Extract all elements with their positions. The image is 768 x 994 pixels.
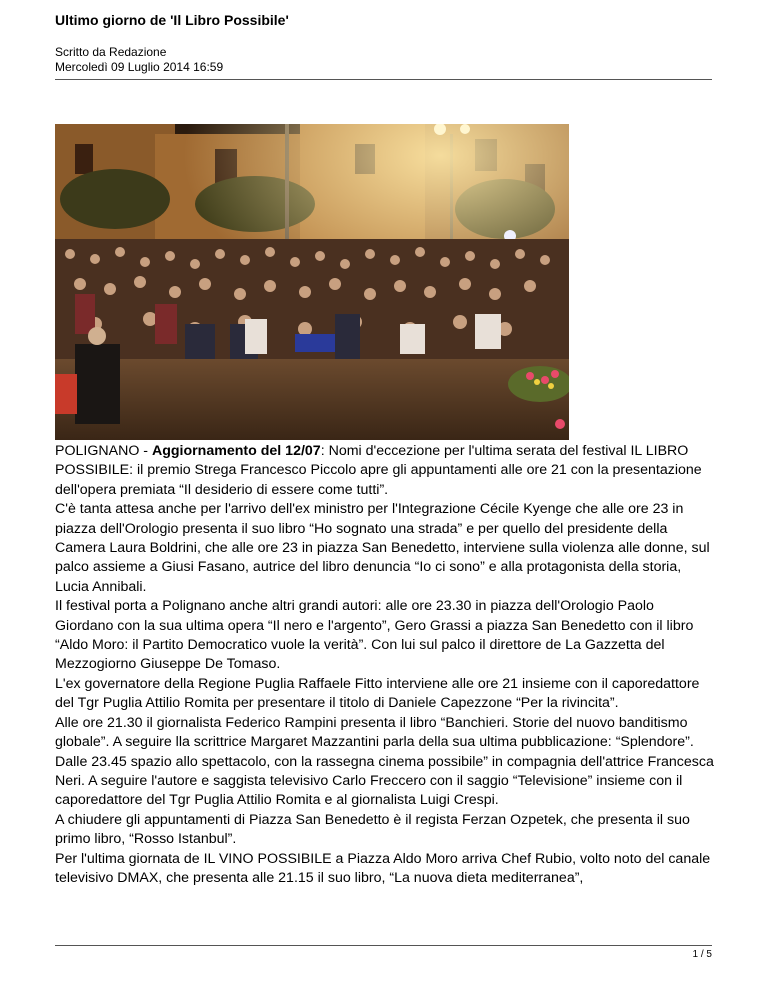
article-author: Scritto da Redazione [55,45,167,59]
page-number: 1 / 5 [692,949,712,960]
header-divider [55,79,712,80]
lead-place: POLIGNANO - [55,443,152,459]
paragraph: A chiudere gli appuntamenti di Piazza San Benedetto è il regista Ferzan Ozpetek, che presenta il suo primo libro, “Rosso Istanbul”. [55,811,690,848]
article-date: Mercoledì 09 Luglio 2014 16:59 [55,60,224,74]
paragraph: Il festival porta a Polignano anche altri grandi autori: alle ore 23.30 in piazza dell'Orologio Paolo Giordano con la sua ultima opera “Il nero e l'argento”, Gero Grassi a piazza San Benedetto con il libro “Aldo Moro: il Partito Democratico vuole la verità”. Con lui sul palco il direttore de La Gazzetta del Mezzogiorno Giuseppe De Tomaso. [55,598,694,673]
article-body [55,442,715,888]
lead-text: : Nomi d'eccezione per l'ultima serata del festival IL LIBRO POSSIBILE: il premio Strega Francesco Piccolo apre gli appuntamenti alle ore 21 con la presentazione dell'opera premiata “Il desiderio di essere come tutti”. [55,443,702,498]
update-note: Aggiornamento del 12/07 [151,443,321,459]
festival-crowd-photo [55,124,569,440]
paragraph: C'è tanta attesa anche per l'arrivo dell'ex ministro per l'Integrazione Cécile Kyenge che alle ore 23 in piazza dell'Orologio presenta il suo libro “Ho sognato una strada” e per quello del presidente della Camera Laura Boldrini, che alle ore 23 in piazza San Benedetto, interviene sulla violenza alle donne, sul palco assieme a Giusi Fasano, autrice del libro denuncia “Io ci sono” e alla protagonista della storia, Lucia Annibali. [55,501,710,595]
article-meta [55,45,223,75]
lead-paragraph [55,442,715,500]
paragraph: Dalle 23.45 spazio allo spettacolo, con la rassegna cinema possibile” in compagnia dell'attrice Francesca Neri. A seguire l'autore e saggista televisivo Carlo Freccero con il saggio “Televisione” insieme con il caporedattore del Tgr Puglia Attilio Romita e al giornalista Luigi Crespi. [55,753,714,809]
paragraph: Per l'ultima giornata de IL VINO POSSIBILE a Piazza Aldo Moro arriva Chef Rubio, volto noto del canale televisivo DMAX, che presenta alle 21.15 il suo libro, “La nuova dieta mediterranea”, [55,850,711,886]
paragraph: L'ex governatore della Regione Puglia Raffaele Fitto interviene alle ore 21 insieme con il caporedattore del Tgr Puglia Attilio Romita per presentare il titolo di Daniele Capezzone “Per la rivincita”. [55,675,700,712]
article-photo [55,124,569,440]
article-title: Ultimo giorno de 'Il Libro Possibile' [55,12,289,28]
footer-divider [55,945,712,946]
paragraph: Alle ore 21.30 il giornalista Federico Rampini presenta il libro “Banchieri. Storie del nuovo banditismo globale”. A seguire lla scrittrice Margaret Mazzantini parla della sua ultima pubblicazione: “Splendore”. [55,714,694,751]
